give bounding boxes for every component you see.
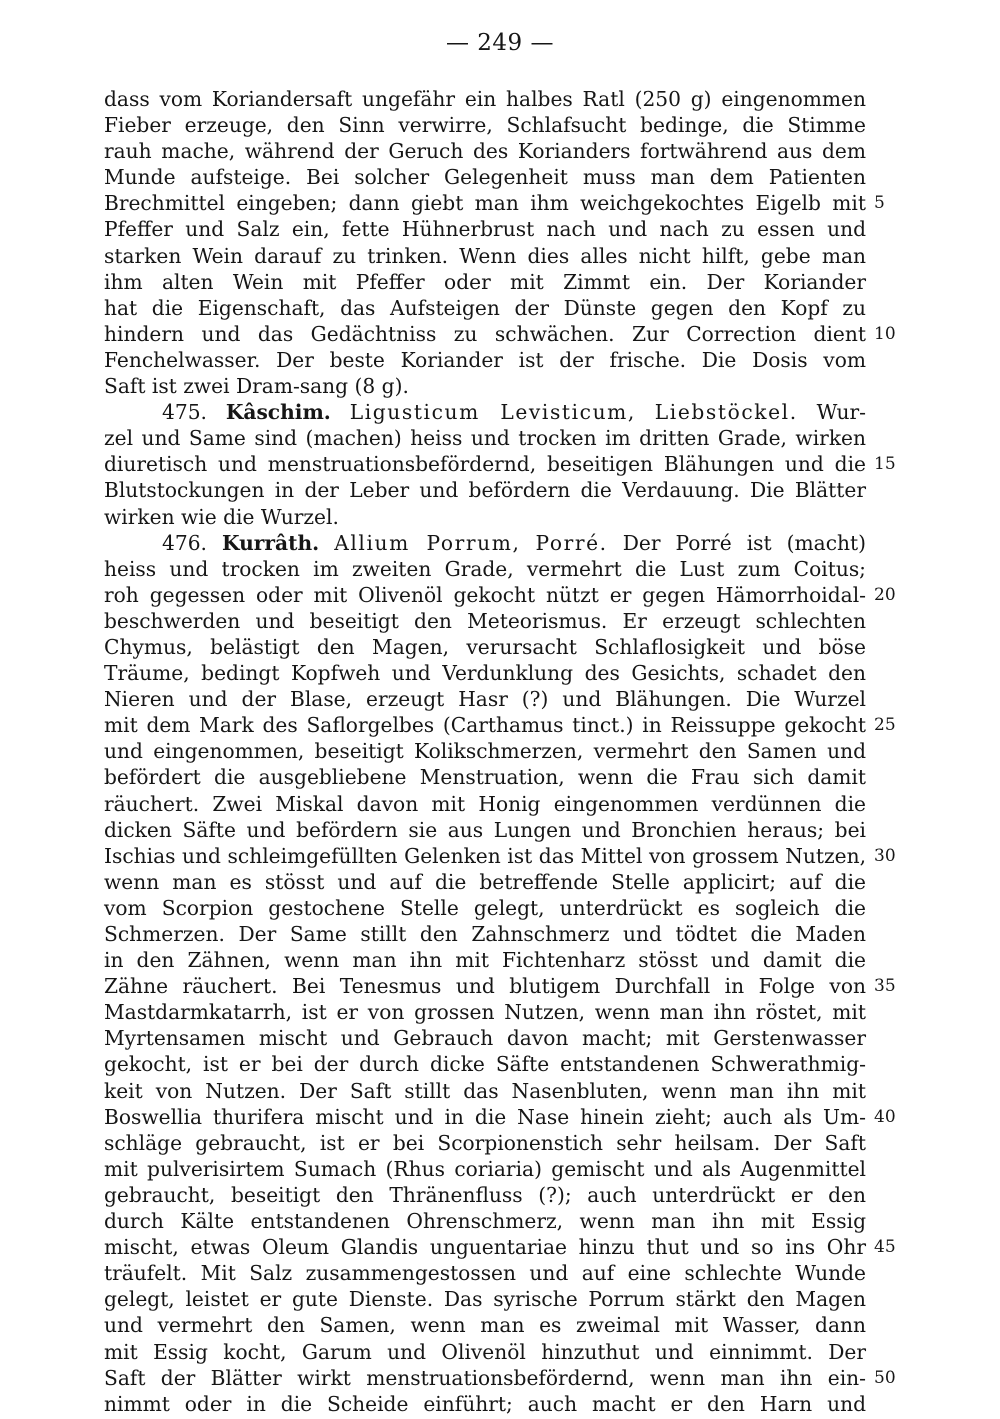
margin-line-number: 5 [874, 193, 885, 214]
margin-line-number: 35 [874, 976, 896, 997]
text-line: Ischias und schleimgefüllten Gelenken ist das Mittel von grossem Nutzen, [104, 843, 866, 868]
body-text [104, 86, 866, 1417]
text-line: heiss und trocken im zweiten Grade, vermehrt die Lust zum Coitus; [104, 556, 866, 581]
text-line: durch Kälte entstandenen Ohrenschmerz, wenn man ihn mit Essig [104, 1209, 866, 1234]
margin-line-number: 10 [874, 323, 896, 344]
text-line: diuretisch und menstruationsbefördernd, beseitigen Blähungen und die [104, 452, 866, 477]
text-line: nimmt oder in die Scheide einführt; auch macht er den Harn und [104, 1391, 866, 1416]
margin-line-number: 30 [874, 845, 896, 866]
entry-476-headword: Kurrâth. [221, 530, 320, 555]
text-line: hat die Eigenschaft, das Aufsteigen der Dünste gegen den Kopf zu [104, 295, 866, 320]
text-line: schläge gebraucht, ist er bei Scorpionenstich sehr heilsam. Der Saft [104, 1130, 866, 1155]
text-line: Träume, bedingt Kopfweh und Verdunklung des Gesichts, schadet den [104, 661, 866, 686]
text-line: Boswellia thurifera mischt und in die Nase hinein zieht; auch als Um- [104, 1104, 866, 1129]
margin-line-number: 20 [874, 584, 896, 605]
text-line: Myrtensamen mischt und Gebrauch davon macht; mit Gerstenwasser [104, 1026, 866, 1051]
text-line: zel und Same sind (machen) heiss und trocken im dritten Grade, wirken [104, 426, 866, 451]
entry-475-number: 475. [162, 400, 207, 425]
text-line: mit dem Mark des Saflorgelbes (Carthamus tinct.) in Reissuppe gekocht [104, 713, 866, 738]
text-line: dass vom Koriandersaft ungefähr ein halbes Ratl (250 g) eingenommen [104, 87, 866, 111]
text-line: Chymus, belästigt den Magen, verursacht Schlaflosigkeit und böse [104, 634, 866, 659]
text-line: gebraucht, beseitigt den Thränenfluss (?); auch unterdrückt er den [104, 1182, 866, 1207]
text-line: befördert die ausgebliebene Menstruation, wenn die Frau sich damit [104, 765, 866, 790]
text-line: Mastdarmkatarrh, ist er von grossen Nutzen, wenn man ihn röstet, mit [104, 1000, 866, 1025]
entry-475-text: Wur- [816, 400, 866, 425]
text-line: Pfeffer und Salz ein, fette Hühnerbrust nach und nach zu essen und [104, 217, 866, 242]
entry-476-german-name: Porré. [535, 530, 608, 555]
text-line: wirken wie die Wurzel. [104, 504, 339, 529]
text-line: rauh mache, während der Geruch des Korianders fortwährend aus dem [104, 139, 866, 164]
text-line: und vermehrt den Samen, wenn man es zweimal mit Wasser, dann [104, 1313, 866, 1338]
text-line: in den Zähnen, wenn man ihn mit Fichtenharz stösst und damit die [104, 948, 866, 973]
text-line: und eingenommen, beseitigt Kolikschmerzen, vermehrt den Samen und [104, 739, 866, 764]
entry-476-heading-line [104, 530, 866, 556]
margin-line-numbers [874, 86, 914, 1391]
text-line: räuchert. Zwei Miskal davon mit Honig eingenommen verdünnen die [104, 791, 866, 816]
entry-476-number: 476. [162, 530, 207, 555]
text-line: träufelt. Mit Salz zusammengestossen und auf eine schlechte Wunde [104, 1261, 866, 1286]
text-line: dicken Säfte und befördern sie aus Lungen und Bronchien heraus; bei [104, 817, 866, 842]
margin-line-number: 40 [874, 1106, 896, 1127]
text-line: roh gegessen oder mit Olivenöl gekocht nützt er gegen Hämorrhoidal- [104, 582, 866, 607]
entry-476-text: Der Porré ist (macht) [622, 530, 867, 555]
text-line: ihm alten Wein mit Pfeffer oder mit Zimmt ein. Der Koriander [104, 269, 866, 294]
text-line: Fieber erzeuge, den Sinn verwirre, Schlafsucht bedinge, die Stimme [104, 113, 866, 138]
margin-line-number: 15 [874, 454, 896, 475]
page-number: — 249 — [445, 30, 555, 56]
text-line: starken Wein darauf zu trinken. Wenn dies alles nicht hilft, gebe man [104, 243, 866, 268]
text-line: keit von Nutzen. Der Saft stillt das Nasenbluten, wenn man ihn mit [104, 1078, 866, 1103]
text-line: Blutstockungen in der Leber und befördern die Verdauung. Die Blätter [104, 478, 866, 503]
text-line: Zähne räuchert. Bei Tenesmus und blutigem Durchfall in Folge von [104, 974, 866, 999]
text-line: mit Essig kocht, Garum und Olivenöl hinzuthut und einnimmt. Der [104, 1339, 866, 1364]
text-line: Saft der Blätter wirkt menstruationsbefördernd, wenn man ihn ein- [104, 1365, 866, 1390]
text-line: mischt, etwas Oleum Glandis unguentariae hinzu thut und so ins Ohr [104, 1235, 866, 1260]
margin-line-number: 45 [874, 1237, 896, 1258]
entry-475-headword: Kâschim. [225, 400, 331, 425]
entry-475-heading-line [104, 399, 866, 425]
text-line: Saft ist zwei Dram-sang (8 g). [104, 374, 409, 399]
text-line: beschwerden und beseitigt den Meteorismus. Er erzeugt schlechten [104, 608, 866, 633]
entry-476-latin-name: Allium Porrum, [334, 530, 521, 555]
text-line: mit pulverisirtem Sumach (Rhus coriaria) gemischt und als Augenmittel [104, 1156, 866, 1181]
text-line: vom Scorpion gestochene Stelle gelegt, unterdrückt es sogleich die [104, 895, 866, 920]
text-line: wenn man es stösst und auf die betreffende Stelle applicirt; auf die [104, 869, 866, 894]
entry-475-german-name: Liebstöckel. [654, 400, 798, 425]
text-line: Fenchelwasser. Der beste Koriander ist der frische. Die Dosis vom [104, 347, 866, 372]
text-line: Schmerzen. Der Same stillt den Zahnschmerz und tödtet die Maden [104, 922, 866, 946]
text-line: gelegt, leistet er gute Dienste. Das syrische Porrum stärkt den Magen [104, 1287, 866, 1312]
entry-475-latin-name: Ligusticum Levisticum, [349, 400, 636, 425]
text-line: hindern und das Gedächtniss zu schwächen. Zur Correction dient [104, 321, 866, 346]
text-line: Brechmittel eingeben; dann giebt man ihm weichgekochtes Eigelb mit [104, 191, 866, 216]
text-line: Nieren und der Blase, erzeugt Hasr (?) und Blähungen. Die Wurzel [104, 687, 866, 712]
text-line: Munde aufsteige. Bei solcher Gelegenheit muss man dem Patienten [104, 165, 866, 190]
margin-line-number: 50 [874, 1367, 896, 1388]
text-line: gekocht, ist er bei der durch dicke Säfte entstandenen Schwerathmig- [104, 1052, 866, 1077]
margin-line-number: 25 [874, 715, 896, 736]
